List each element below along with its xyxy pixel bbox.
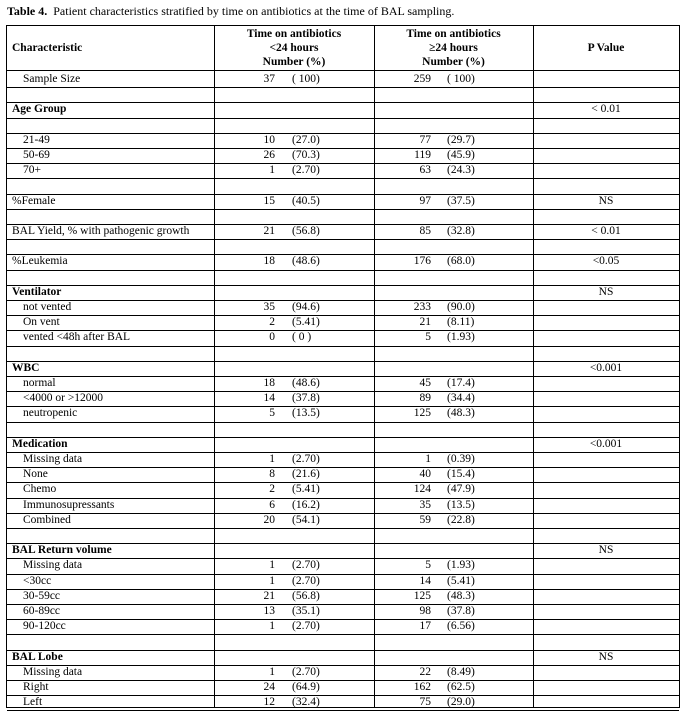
percent-ge24: (13.5): [447, 498, 475, 511]
header-ge24-line1: Time on antibiotics: [406, 28, 501, 40]
row-divider: [7, 346, 679, 347]
row-divider: [7, 634, 679, 635]
row-label: Right: [23, 681, 49, 693]
count-ge24: 1: [425, 453, 431, 465]
percent-lt24: (48.6): [292, 255, 320, 268]
percent-lt24: (35.1): [292, 605, 320, 617]
percent-ge24: (15.4): [447, 468, 475, 481]
count-ge24: 63: [419, 164, 431, 177]
count-lt24: 2: [269, 483, 275, 496]
count-ge24: 98: [419, 605, 431, 617]
percent-lt24: (2.70): [292, 453, 320, 465]
percent-ge24: (37.5): [447, 194, 475, 207]
row-divider: [7, 467, 679, 468]
percent-lt24: (16.2): [292, 498, 320, 511]
row-label: BAL Yield, % with pathogenic growth: [12, 225, 190, 237]
row-label: Left: [23, 696, 43, 709]
row-label: 50-69: [23, 149, 50, 161]
row-divider: [7, 482, 679, 483]
percent-ge24: (48.3): [447, 589, 475, 602]
p-value: NS: [598, 194, 614, 207]
count-ge24: 233: [413, 301, 431, 313]
row-divider: [7, 270, 679, 271]
row-divider: [7, 528, 679, 529]
count-ge24: 125: [413, 407, 431, 420]
row-divider: [7, 422, 679, 423]
percent-ge24: (1.93): [447, 559, 475, 572]
percent-ge24: (45.9): [447, 149, 475, 161]
count-ge24: 89: [419, 392, 431, 405]
section-title: WBC: [12, 361, 40, 374]
row-label: <4000 or >12000: [23, 392, 104, 405]
count-lt24: 2: [269, 316, 275, 329]
percent-lt24: (2.70): [292, 164, 320, 177]
row-label: Chemo: [23, 483, 57, 496]
count-ge24: 21: [419, 316, 431, 329]
count-ge24: 124: [413, 483, 431, 496]
row-divider: [7, 118, 679, 119]
count-ge24: 176: [413, 255, 431, 268]
percent-ge24: (8.49): [447, 665, 475, 678]
percent-lt24: ( 100): [292, 73, 320, 85]
count-lt24: 14: [263, 392, 275, 405]
patient-characteristics-table: [6, 25, 680, 708]
percent-lt24: (64.9): [292, 681, 320, 693]
row-divider: [7, 695, 679, 696]
row-label: None: [23, 468, 48, 481]
row-divider: [7, 209, 679, 210]
count-ge24: 119: [414, 149, 431, 161]
row-divider: [7, 604, 679, 605]
percent-lt24: (2.70): [292, 574, 320, 587]
percent-ge24: (29.7): [447, 133, 475, 146]
row-divider: [7, 300, 679, 301]
row-label: Missing data: [23, 453, 83, 465]
count-ge24: 40: [419, 468, 431, 481]
header-ge24-line2: ≥24 hours: [429, 42, 478, 54]
row-divider: [7, 148, 679, 149]
percent-lt24: (5.41): [292, 483, 320, 496]
p-value: <0.001: [589, 361, 623, 374]
row-label: Missing data: [23, 665, 83, 678]
count-ge24: 162: [413, 681, 431, 693]
percent-ge24: (90.0): [447, 301, 475, 313]
percent-lt24: (21.6): [292, 468, 320, 481]
row-divider: [7, 133, 679, 134]
count-lt24: 13: [263, 605, 275, 617]
row-label: %Leukemia: [12, 255, 68, 268]
percent-lt24: (56.8): [292, 225, 320, 237]
percent-ge24: (37.8): [447, 605, 475, 617]
percent-ge24: (32.8): [447, 225, 475, 237]
row-label: Immunosupressants: [23, 498, 115, 511]
row-label: normal: [23, 377, 56, 389]
p-value: NS: [598, 544, 614, 557]
row-label: neutropenic: [23, 407, 78, 420]
count-ge24: 85: [419, 225, 431, 237]
percent-lt24: (13.5): [292, 407, 320, 420]
percent-ge24: (17.4): [447, 377, 475, 389]
percent-ge24: (34.4): [447, 392, 475, 405]
count-lt24: 21: [263, 225, 275, 237]
header-lt24-line1: Time on antibiotics: [246, 28, 342, 40]
row-divider: [7, 391, 679, 392]
row-divider: [7, 315, 679, 316]
count-lt24: 24: [263, 681, 275, 693]
percent-lt24: (70.3): [292, 149, 320, 161]
count-ge24: 75: [419, 696, 431, 709]
count-ge24: 22: [419, 665, 431, 678]
count-lt24: 1: [269, 453, 275, 465]
row-divider: [7, 376, 679, 377]
row-divider: [7, 619, 679, 620]
p-value: NS: [598, 285, 614, 298]
count-lt24: 5: [269, 407, 275, 420]
count-lt24: 12: [263, 696, 275, 709]
count-ge24: 5: [425, 559, 431, 572]
percent-lt24: (40.5): [292, 194, 320, 207]
count-lt24: 8: [269, 468, 275, 481]
row-divider: [7, 452, 679, 453]
row-divider: [7, 239, 679, 240]
table-caption: [7, 4, 454, 19]
percent-lt24: (54.1): [292, 513, 320, 526]
header-ge24-line3: Number (%): [422, 56, 485, 68]
count-lt24: 6: [269, 498, 275, 511]
p-value: <0.001: [589, 437, 623, 450]
count-lt24: 18: [263, 377, 275, 389]
percent-lt24: (94.6): [292, 301, 320, 313]
percent-ge24: (62.5): [447, 681, 475, 693]
table-caption-text: Patient characteristics stratified by time on antibiotics at the time of BAL sampling.: [53, 4, 455, 18]
section-title: Age Group: [12, 103, 67, 116]
count-lt24: 18: [263, 255, 275, 268]
count-ge24: 259: [413, 73, 431, 85]
count-ge24: 125: [413, 589, 431, 602]
row-label: 60-89cc: [23, 605, 61, 617]
percent-ge24: (6.56): [447, 620, 475, 633]
percent-lt24: (5.41): [292, 316, 320, 329]
row-divider: [7, 513, 679, 514]
count-lt24: 10: [263, 133, 275, 146]
row-divider: [7, 178, 679, 179]
percent-ge24: (48.3): [447, 407, 475, 420]
count-ge24: 97: [419, 194, 431, 207]
header-lt24-line2: <24 hours: [269, 42, 319, 54]
section-title: BAL Return volume: [12, 544, 112, 557]
percent-ge24: (47.9): [447, 483, 475, 496]
percent-lt24: (37.8): [292, 392, 320, 405]
row-divider: [7, 589, 679, 590]
percent-ge24: (8.11): [447, 316, 475, 329]
percent-ge24: (29.0): [447, 696, 475, 709]
percent-lt24: (2.70): [292, 559, 320, 572]
count-ge24: 59: [419, 513, 431, 526]
header-lt24-line3: Number (%): [262, 56, 326, 68]
row-divider: [7, 710, 679, 711]
p-value: < 0.01: [591, 225, 621, 237]
percent-lt24: ( 0 ): [292, 331, 312, 344]
percent-ge24: (5.41): [447, 574, 475, 587]
count-ge24: 5: [425, 331, 431, 344]
row-divider: [7, 680, 679, 681]
header-characteristic: Characteristic: [12, 42, 83, 54]
count-lt24: 20: [263, 513, 275, 526]
row-label: Missing data: [23, 559, 83, 572]
row-label: On vent: [23, 316, 60, 329]
percent-lt24: (2.70): [292, 620, 320, 633]
count-lt24: 1: [269, 164, 275, 177]
percent-ge24: (22.8): [447, 513, 475, 526]
count-lt24: 26: [263, 149, 275, 161]
row-label: not vented: [23, 301, 72, 313]
percent-ge24: (0.39): [447, 453, 475, 465]
table-label: Table 4.: [7, 4, 48, 18]
p-value: NS: [598, 650, 614, 663]
percent-lt24: (27.0): [292, 133, 320, 146]
row-label: <30cc: [23, 574, 52, 587]
count-lt24: 0: [269, 331, 275, 344]
row-label: 90-120cc: [23, 620, 66, 633]
percent-lt24: (48.6): [292, 377, 320, 389]
count-ge24: 14: [419, 574, 431, 587]
count-lt24: 1: [269, 620, 275, 633]
percent-ge24: (24.3): [447, 164, 475, 177]
count-ge24: 17: [419, 620, 431, 633]
section-title: BAL Lobe: [12, 650, 63, 663]
row-label: %Female: [12, 194, 56, 207]
percent-ge24: (1.93): [447, 331, 475, 344]
section-title: Medication: [12, 437, 68, 450]
percent-ge24: (68.0): [447, 255, 475, 268]
count-ge24: 35: [419, 498, 431, 511]
header-pvalue: P Value: [587, 42, 625, 54]
count-lt24: 37: [263, 73, 275, 85]
row-divider: [7, 574, 679, 575]
row-divider: [7, 558, 679, 559]
row-label: vented <48h after BAL: [23, 331, 131, 344]
p-value: < 0.01: [591, 103, 621, 116]
percent-lt24: (32.4): [292, 696, 320, 709]
count-ge24: 77: [419, 133, 431, 146]
percent-ge24: ( 100): [447, 73, 475, 85]
row-label: 30-59cc: [23, 589, 61, 602]
row-divider: [7, 87, 679, 88]
row-divider: [7, 163, 679, 164]
percent-lt24: (56.8): [292, 589, 320, 602]
header-divider: [7, 70, 679, 71]
count-lt24: 35: [263, 301, 275, 313]
percent-lt24: (2.70): [292, 665, 320, 678]
row-divider: [7, 406, 679, 407]
section-title: Ventilator: [12, 285, 62, 298]
count-lt24: 21: [263, 589, 275, 602]
count-lt24: 1: [269, 665, 275, 678]
p-value: <0.05: [592, 255, 620, 268]
count-ge24: 45: [419, 377, 431, 389]
row-label: Sample Size: [23, 73, 81, 85]
count-lt24: 15: [263, 194, 275, 207]
row-label: 70+: [23, 164, 41, 177]
count-lt24: 1: [269, 574, 275, 587]
row-label: 21-49: [23, 133, 50, 146]
count-lt24: 1: [269, 559, 275, 572]
row-divider: [7, 665, 679, 666]
row-label: Combined: [23, 513, 71, 526]
